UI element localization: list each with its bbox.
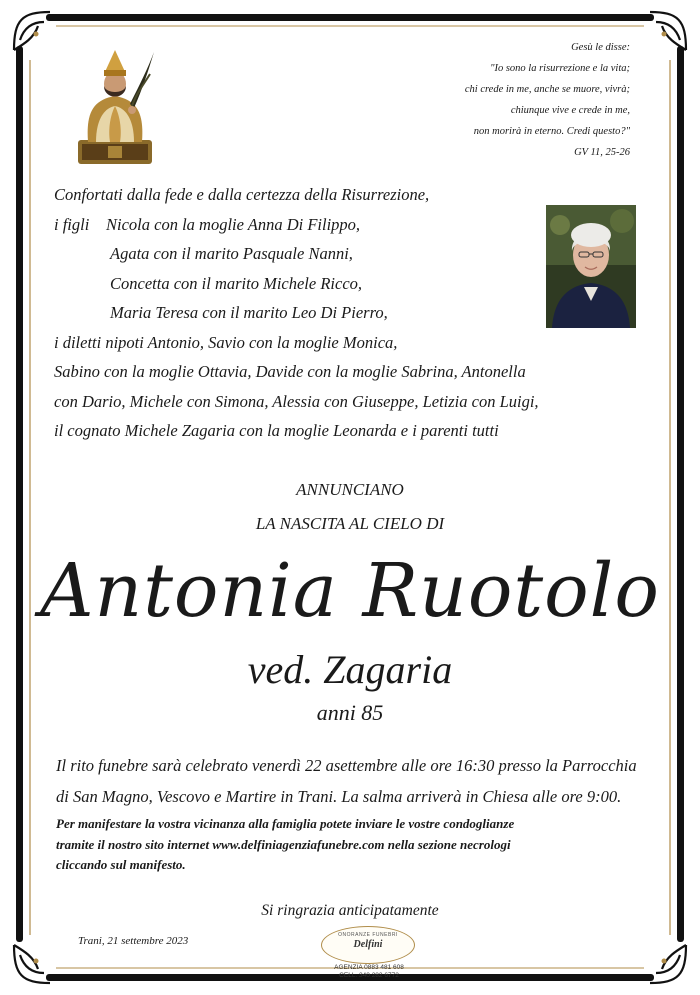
announcement-line: ANNUNCIANO (296, 480, 404, 499)
children-label: i figli (54, 214, 90, 234)
relatives-line: i diletti nipoti Antonio, Savio con la moglie Monica, (54, 332, 398, 352)
funeral-details (56, 750, 656, 812)
child-name: Concetta con il marito Michele Ricco, (110, 273, 363, 293)
agency-name: Delfini (353, 939, 383, 950)
condolences-note (56, 814, 656, 876)
quote-line: Gesù le disse: (571, 42, 630, 53)
family-announcement (54, 180, 654, 446)
children-line (54, 210, 654, 240)
agency-badge (321, 926, 415, 964)
announcement-line: LA NASCITA AL CIELO DI (255, 514, 445, 533)
condolences-line: cliccando sul manifesto. (56, 857, 186, 872)
funeral-line: Il rito funebre sarà celebrato venerdì 22 asettembre alle ore 16:30 presso la Parrocchia (56, 756, 637, 775)
quote-line: "Io sono la risurrezione e la vita; (490, 63, 630, 74)
quote-reference: GV 11, 25-26 (574, 147, 630, 158)
agency-phone: AGENZIA 0883 481 608 (334, 964, 404, 971)
quote-line: chiunque vive e crede in me, (510, 105, 630, 116)
relatives-line: Sabino con la moglie Ottavia, Davide con la moglie Sabrina, Antonella (54, 362, 526, 381)
child-name: Agata con il marito Pasquale Nanni, (110, 244, 353, 263)
relatives-line: il cognato Michele Zagaria con la moglie Leonarda e i parenti tutti (54, 421, 499, 440)
quote-line: non morirà in eterno. Credi questo?" (473, 126, 630, 137)
condolences-line: Per manifestare la vostra vicinanza alla famiglia potete inviare le vostre condoglianze (56, 816, 515, 831)
widow-of: ved. Zagaria (247, 647, 453, 692)
gospel-quote (465, 37, 630, 163)
deceased-age: anni 85 (316, 700, 384, 725)
agency-logo (313, 926, 425, 988)
deceased-name: Antonia Ruotolo (40, 548, 660, 634)
child-name: Maria Teresa con il marito Leo Di Pierro, (110, 303, 388, 322)
funeral-line: di San Magno, Vescovo e Martire in Trani. La salma arriverà in Chiesa alle ore 9:00. (56, 787, 622, 806)
relatives-line: con Dario, Michele con Simona, Alessia con Giuseppe, Letizia con Luigi, (54, 391, 539, 411)
agency-top-label: ONORANZE FUNEBRI (338, 932, 398, 938)
agency-cell: CELL. 340 282 6772 (339, 972, 399, 979)
family-intro: Confortati dalla fede e dalla certezza della Risurrezione, (54, 185, 430, 204)
child-name: Nicola con la moglie Anna Di Filippo, (106, 214, 361, 234)
condolences-line: tramite il nostro sito internet www.delfiniagenziafunebre.com nella sezione necrologi (56, 836, 511, 852)
saint-statue-icon (74, 44, 156, 168)
thanks-line: Si ringrazia anticipatamente (261, 902, 439, 919)
agency-contacts (313, 964, 425, 980)
quote-line: chi crede in me, anche se muore, vivrà; (464, 84, 630, 95)
date-place: Trani, 21 settembre 2023 (78, 935, 189, 947)
